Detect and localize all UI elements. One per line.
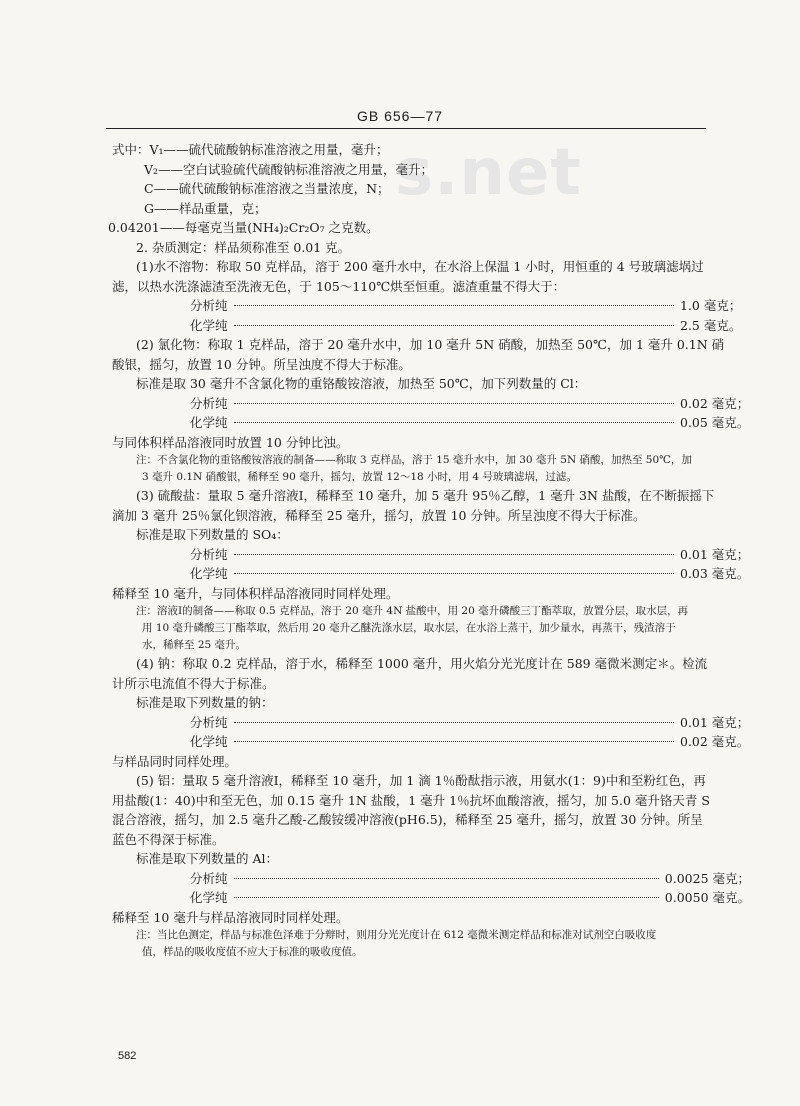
header-divider [106,128,706,129]
grade-value: 0.01 毫克； [680,714,750,730]
leader-dots [234,403,674,404]
grade-row [190,394,750,414]
grade-name: 化学纯 [190,317,228,333]
para-text: 与同体积样品溶液同时放置 10 分钟比浊。 [112,434,349,450]
grade-name: 分析纯 [190,298,228,313]
leader-dots [234,554,674,555]
note-line: 用 10 毫升磷酸三丁酯萃取，然后用 20 毫升乙醚洗涤水层，取水层，在水浴上蒸干，加少量水，再蒸干，残渣溶于 [142,622,676,634]
grade-name: 化学纯 [190,415,228,430]
para-text: (1)水不溶物：称取 50 克样品，溶于 200 毫升水中，在水浴上保温 1 小时，用恒重的 4 号玻璃滤埚过 [136,259,704,274]
standard-text: 标准是取下列数量的钠： [136,695,274,710]
note-line: 注：当比色测定，样品与标准色泽难于分辩时，则用分光光度计在 612 毫微米测定样品和标准对试剂空白吸收度 [136,929,657,941]
para-text: 稀释至 10 毫升与样品溶液同时同样处理。 [112,909,349,925]
para-text: 混合溶液，摇匀，加 2.5 毫升乙酸-乙酸铵缓冲溶液(pH6.5)，稀释至 25 毫升，摇匀，放置 30 分钟。所呈 [112,812,703,827]
standard-header: GB 656—77 [356,108,444,124]
grade-value: 0.03 毫克。 [680,566,750,581]
para-text: (5) 铝：量取 5 毫升溶液Ⅰ，稀释至 10 毫升，加 1 滴 1％酚酞指示液，用氨水(1：9)中和至粉红色，再 [136,773,706,788]
grade-name: 分析纯 [190,546,228,562]
para-text: 蓝色不得深于标准。 [112,831,225,847]
grade-row [190,869,750,889]
var-line: G——样品重量，克； [144,200,267,216]
grade-value: 0.02 毫克。 [680,734,750,749]
para-text: (2) 氯化物：称取 1 克样品，溶于 20 毫升水中，加 10 毫升 5N 硝酸，加热至 50℃，加 1 毫升 0.1N 硝 [136,337,725,352]
standard-text: 标准是取下列数量的 SO₄： [136,527,289,542]
para-text: 滴加 3 毫升 25％氯化钡溶液，稀释至 25 毫升，摇匀，放置 10 分钟。所呈浊度不得大于标准。 [112,507,646,523]
grade-row [190,888,750,908]
leader-dots [234,897,659,898]
leader-dots [234,305,674,306]
standard-text: 标准是取 30 毫升不含氯化物的重铬酸铵溶液，加热至 50℃，加下列数量的 Cl： [136,376,587,391]
grade-name: 分析纯 [190,870,228,886]
note [112,452,692,486]
para-text: 用盐酸(1：40)中和至无色，加 0.15 毫升 1N 盐酸，1 毫升 1％抗坏血酸溶液，摇匀，加 5.0 毫升铬天青 S [112,792,710,808]
var-line: C——硫代硫酸钠标准溶液之当量浓度，N； [144,181,390,196]
note-line: 3 毫升 0.1N 硝酸银，稀释至 90 毫升，摇匀，放置 12～18 小时，用 4 号玻璃滤埚，过滤。 [142,471,577,483]
note [112,927,672,961]
leader-dots [234,325,674,326]
formula-variables [108,140,672,238]
grade-value: 0.0050 毫克。 [664,890,750,905]
para-text: 滤，以热水洗涤滤渣至洗液无色，于 105～110℃烘至恒重。滤渣重量不得大于： [112,278,566,294]
grade-name: 化学纯 [190,566,228,581]
para-text: 稀释至 10 毫升，与同体积样品溶液同时同样处理。 [112,585,399,601]
leader-dots [234,422,674,423]
grade-name: 分析纯 [190,714,228,730]
note [112,603,689,654]
note-line: 注：溶液Ⅰ的制备——称取 0.5 克样品，溶于 20 毫升 4N 盐酸中，用 20 毫升磷酸三丁酯萃取，放置分层，取水层，再 [136,605,689,617]
para-text: 计所示电流值不得大于标准。 [112,675,275,691]
grade-row [190,732,750,752]
para-text: (3) 硫酸盐：量取 5 毫升溶液Ⅰ，稀释至 10 毫升，加 5 毫升 95％乙醇，1 毫升 3N 盐酸，在不断振摇下 [136,488,715,503]
watermark: s.net [395,136,582,210]
grade-name: 化学纯 [190,890,228,905]
note-line: 注：不含氯化物的重铬酸铵溶液的制备——称取 3 克样品，溶于 15 毫升水中，加 30 毫升 5N 硝酸，加热至 50℃，加 [136,454,692,466]
grade-name: 分析纯 [190,395,228,411]
grade-name: 化学纯 [190,734,228,749]
para-text: (4) 钠：称取 0.2 克样品，溶于水，稀释至 1000 毫升，用火焰分光光度计在 589 毫微米测定＊。检流 [136,656,708,671]
para-text: 与样品同时同样处理。 [112,753,238,769]
grade-value: 0.01 毫克； [680,546,750,562]
var-line: V₂——空白试验硫代硫酸钠标准溶液之用量，毫升； [144,161,434,177]
grade-value: 1.0 毫克； [680,298,742,313]
grade-row [190,296,750,316]
leader-dots [234,741,674,742]
para-text: 酸银，摇匀，放置 10 分钟。所呈浊度不得大于标准。 [112,356,411,372]
grade-value: 0.0025 毫克； [664,870,750,886]
standard-text: 标准是取下列数量的 Al： [136,851,278,866]
var-line: 0.04201——每毫克当量(NH₄)₂Cr₂O₇ 之克数。 [108,220,379,235]
grade-row [190,316,750,336]
grade-value: 2.5 毫克。 [680,317,742,333]
grade-row [190,413,750,433]
grade-row [190,713,750,733]
leader-dots [234,573,674,574]
leader-dots [234,878,659,879]
grade-row [190,545,750,565]
var-line: 式中：V₁——硫代硫酸钠标准溶液之用量，毫升； [112,142,389,157]
document-body [108,140,750,961]
leader-dots [234,722,674,723]
grade-row [190,564,750,584]
note-line: 值，样品的吸收度值不应大于标准的吸收度值。 [142,946,363,958]
page-number: 582 [118,1050,137,1062]
grade-value: 0.02 毫克； [680,395,750,411]
note-line: 水，稀释至 25 毫升。 [142,639,247,651]
grade-value: 0.05 毫克。 [680,415,750,430]
section-2-title: 2. 杂质测定：样品须称准至 0.01 克。 [136,239,351,255]
